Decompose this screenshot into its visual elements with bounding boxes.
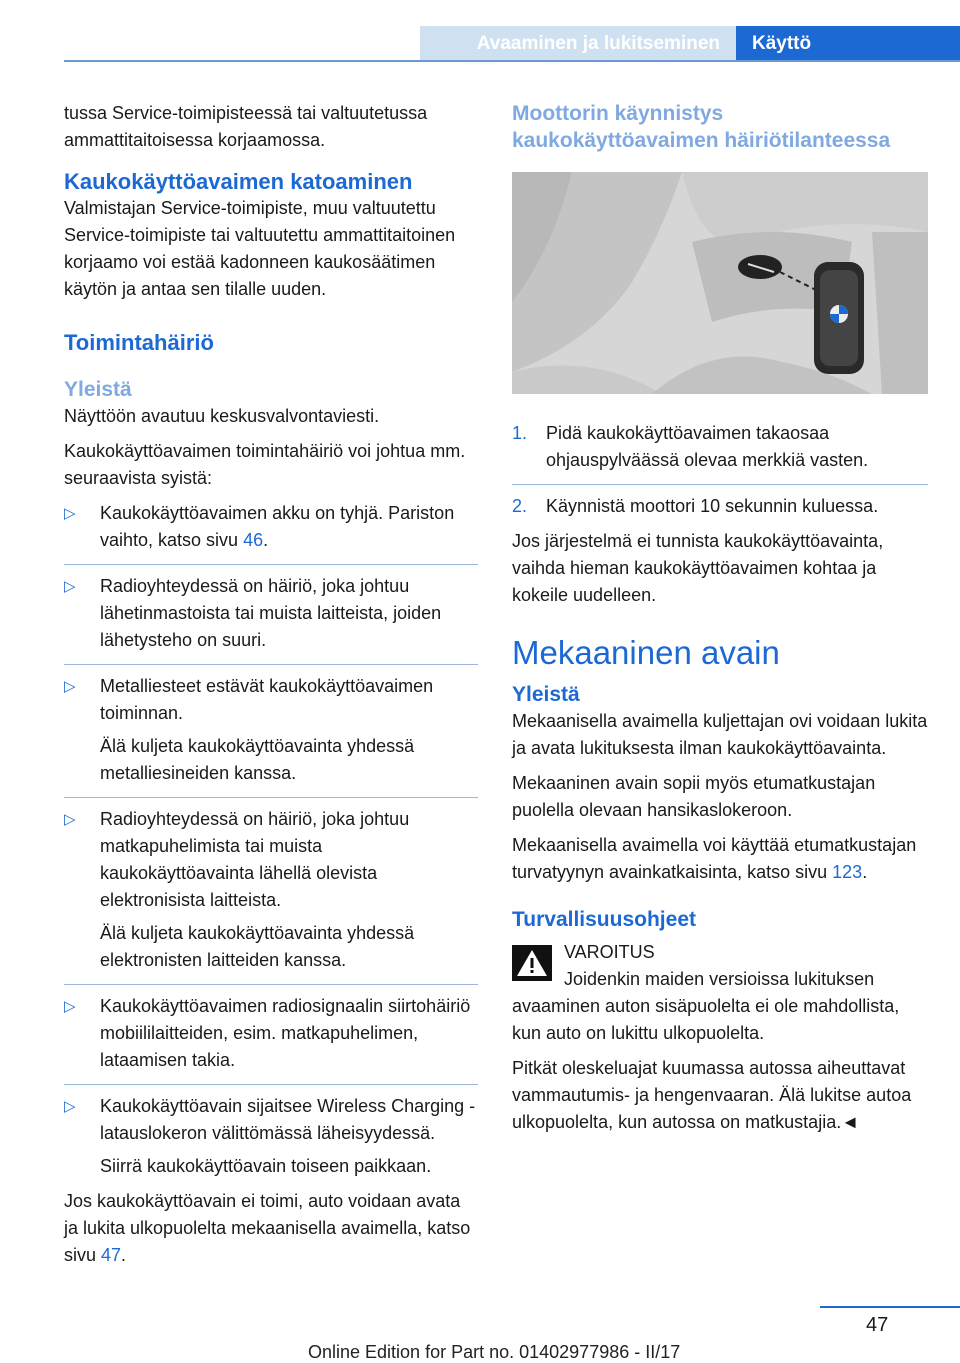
paragraph-mech-3-suffix: .	[862, 862, 868, 882]
paragraph-mech-2: Mekaaninen avain sopii myös etumatkustajan puolella olevaan hansikaslokeroon.	[512, 773, 876, 820]
key-fob-steering-column-figure	[512, 172, 928, 394]
bullet-arrow-icon: ▷	[64, 998, 76, 1015]
divider	[64, 797, 478, 798]
page-link-47[interactable]: 47	[101, 1245, 122, 1265]
paragraph-message: Näyttöön avautuu keskusvalvontaviesti.	[64, 406, 380, 426]
page-link-46[interactable]: 46	[243, 530, 264, 550]
page-number-rule	[820, 1306, 960, 1308]
header-section-label: Avaaminen ja lukitseminen	[476, 33, 720, 54]
bullet-text: Kaukokäyttöavaimen radiosignaalin siirtohäiriö mobiililaitteiden, esim. matkapuhelimen, lataamisen takia.	[100, 996, 471, 1070]
bullet-arrow-icon: ▷	[64, 811, 76, 828]
warning-triangle-icon	[512, 945, 552, 981]
divider	[64, 664, 478, 665]
paragraph-causes: Kaukokäyttöavaimen toimintahäiriö voi johtua mm. seuraavista syistä:	[64, 441, 466, 488]
list-item	[64, 573, 478, 654]
list-item	[64, 993, 478, 1074]
bullet-text: Kaukokäyttöavain sijaitsee Wireless Charging -latauslokeron välittömässä läheisyydessä.	[100, 1096, 476, 1143]
key-fob-icon	[814, 262, 864, 374]
right-column	[512, 100, 928, 1144]
list-item	[64, 1093, 478, 1180]
left-column	[64, 100, 478, 1277]
divider	[64, 564, 478, 565]
intro-paragraph: tussa Service-toimipisteessä tai valtuutetussa ammattitaitoisessa korjaamossa.	[64, 103, 428, 150]
list-item	[64, 806, 478, 974]
heading-safety: Turvallisuusohjeet	[512, 908, 696, 931]
bullet-arrow-icon: ▷	[64, 505, 76, 522]
paragraph-key-lost: Valmistajan Service-toimipiste, muu valtuutettu Service-toimipiste tai valtuutettu ammattitaitoinen korjaamo voi estää kadonneen kaukosäätimen käytön ja antaa sen tilalle uuden.	[64, 198, 456, 299]
bullet-text: Metalliesteet estävät kaukokäyttöavaimen toiminnan.	[100, 676, 434, 723]
header-section-title	[420, 26, 736, 62]
warning-title: VAROITUS	[564, 942, 655, 962]
bullet-subtext: Siirrä kaukokäyttöavain toiseen paikkaan.	[100, 1156, 432, 1176]
bullet-subtext: Älä kuljeta kaukokäyttöavainta yhdessä elektronisten laitteiden kanssa.	[100, 923, 415, 970]
bullet-text: Radioyhteydessä on häiriö, joka johtuu matkapuhelimista tai muista kaukokäyttöavainta lähellä olevista elektronisista laitteista.	[100, 809, 410, 910]
divider	[64, 1084, 478, 1085]
paragraph-mech-3	[512, 832, 928, 886]
step-number: 1.	[512, 423, 528, 443]
paragraph-mech-3-text: Mekaanisella avaimella voi käyttää etumatkustajan turvatyynyn avainkatkaisinta, katso sivu	[512, 835, 917, 882]
heading-key-lost: Kaukokäyttöavaimen katoaminen	[64, 169, 413, 194]
step-text: Pidä kaukokäyttöavaimen takaosaa ohjauspylväässä olevaa merkkiä vasten.	[546, 423, 869, 470]
bullet-text: Kaukokäyttöavaimen akku on tyhjä. Pariston vaihto, katso sivu	[100, 503, 455, 550]
heading-general-right: Yleistä	[512, 683, 580, 706]
heading-engine-start: Moottorin käynnistys kaukokäyttöavaimen häiriötilanteessa	[512, 102, 891, 152]
warning-box	[512, 939, 928, 966]
bullet-arrow-icon: ▷	[64, 678, 76, 695]
paragraph-end	[64, 1188, 478, 1269]
paragraph-end-text: Jos kaukokäyttöavain ei toimi, auto voidaan avata ja lukita ulkopuolelta mekaanisella avaimella, katso sivu	[64, 1191, 471, 1265]
header-rule	[64, 60, 960, 62]
list-item	[64, 500, 478, 554]
warning-paragraph-2: Pitkät oleskeluajat kuumassa autossa aiheuttavat vammautumis- ja hengenvaaran. Älä lukitse autoa ulkopuolelta, kun autossa on matkustajia.◄	[512, 1058, 912, 1132]
page-link-123[interactable]: 123	[832, 862, 863, 882]
step-text: Käynnistä moottori 10 sekunnin kuluessa.	[546, 496, 879, 516]
step-item	[512, 493, 928, 520]
page-number: 47	[866, 1314, 889, 1336]
bullet-suffix: .	[263, 530, 269, 550]
divider	[512, 484, 928, 485]
paragraph-end-suffix: .	[121, 1245, 127, 1265]
divider	[64, 984, 478, 985]
bullet-arrow-icon: ▷	[64, 1098, 76, 1115]
footer-edition: Online Edition for Part no. 01402977986 - II/17	[308, 1342, 681, 1362]
bullet-subtext: Älä kuljeta kaukokäyttöavainta yhdessä metalliesineiden kanssa.	[100, 736, 415, 783]
heading-malfunction: Toimintahäiriö	[64, 330, 214, 355]
bullet-text: Radioyhteydessä on häiriö, joka johtuu lähetinmastoista tai muista laitteista, joiden lähetysteho on suuri.	[100, 576, 442, 650]
paragraph-mech-1: Mekaanisella avaimella kuljettajan ovi voidaan lukita ja avata lukituksesta ilman kaukokäyttöavainta.	[512, 711, 928, 758]
paragraph-retry: Jos järjestelmä ei tunnista kaukokäyttöavainta, vaihda hieman kaukokäyttöavaimen kohtaa ja kokeile uudelleen.	[512, 531, 884, 605]
step-number: 2.	[512, 496, 528, 516]
header-chapter-label: Käyttö	[752, 33, 812, 54]
warning-paragraph-1: Joidenkin maiden versioissa lukituksen avaaminen auton sisäpuolelta ei ole mahdollista, kun auto on lukittu ulkopuolelta.	[512, 969, 900, 1043]
heading-general-left: Yleistä	[64, 378, 132, 401]
bullet-arrow-icon: ▷	[64, 578, 76, 595]
header-chapter-tab	[736, 26, 960, 62]
list-item	[64, 673, 478, 787]
step-item	[512, 420, 928, 474]
heading-mechanical-key: Mekaaninen avain	[512, 634, 780, 671]
